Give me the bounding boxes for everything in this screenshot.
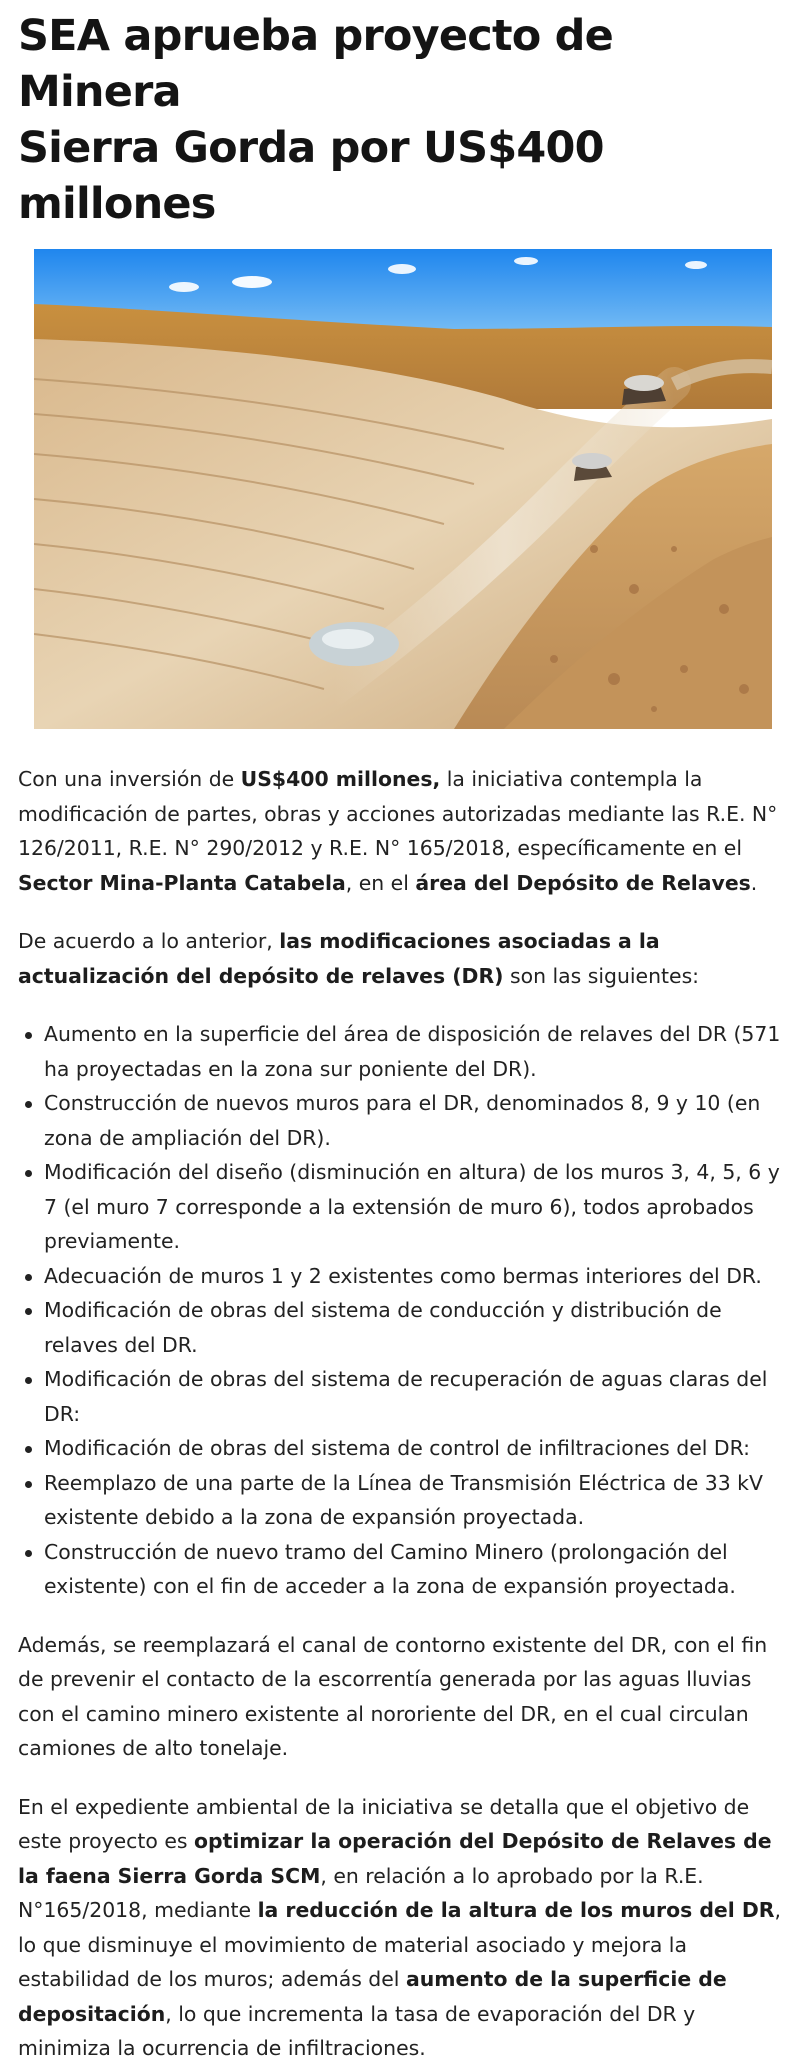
- list-item: Modificación de obras del sistema de conducción y distribución de relaves del DR.: [44, 1293, 782, 1362]
- intro-text-2: la iniciativa contempla la modificación de partes, obras y acciones autorizadas mediante las R.E. N° 126/2011, R.E. N° 290/2012 y R.E. N° 165/2018, específicamente en el: [18, 767, 778, 860]
- list-item: Modificación del diseño (disminución en altura) de los muros 3, 4, 5, 6 y 7 (el muro 7 corresponde a la extensión de muro 6), todos aprobados previamente.: [44, 1155, 782, 1259]
- modifications-highlight: las modificaciones asociadas a la actualización del depósito de relaves (DR): [18, 929, 660, 988]
- list-item: Construcción de nuevos muros para el DR, denominados 8, 9 y 10 (en zona de ampliación del DR).: [44, 1086, 782, 1155]
- intro-text-1: Con una inversión de: [18, 767, 241, 791]
- headline-line-1: SEA aprueba proyecto de Minera: [18, 11, 613, 117]
- list-item: Modificación de obras del sistema de recuperación de aguas claras del DR:: [44, 1362, 782, 1431]
- list-item: Adecuación de muros 1 y 2 existentes como bermas interiores del DR.: [44, 1259, 782, 1294]
- list-item: Aumento en la superficie del área de disposición de relaves del DR (571 ha proyectadas en la zona sur poniente del DR).: [44, 1017, 782, 1086]
- intro-text-4: .: [750, 870, 758, 895]
- surface-highlight: aumento de la superficie de depositación: [18, 1967, 727, 2026]
- modifications-list: [18, 1017, 782, 1604]
- expediente-text-1: En el expediente ambiental de la iniciativa se detalla que el objetivo de este proyecto es: [18, 1794, 750, 1853]
- wall-height-highlight: la reducción de la altura de los muros del DR: [257, 1898, 775, 1922]
- expediente-paragraph: [18, 1790, 782, 2066]
- headline: [18, 0, 782, 232]
- modifications-paragraph: [18, 924, 782, 993]
- intro-paragraph: [18, 762, 782, 900]
- open-pit-mine-photo: [34, 249, 772, 729]
- expediente-text-4: , lo que incrementa la tasa de evaporación del DR y minimiza la ocurrencia de infiltraciones.: [18, 2001, 696, 2060]
- modifications-text-2: son las siguientes:: [503, 963, 700, 988]
- headline-line-2: Sierra Gorda por US$400 millones: [18, 123, 604, 229]
- sector-name: Sector Mina-Planta Catabela: [18, 870, 346, 895]
- investment-amount: US$400 millones,: [240, 767, 441, 791]
- list-item: Modificación de obras del sistema de control de infiltraciones del DR:: [44, 1431, 782, 1466]
- intro-text-3: , en el: [345, 870, 416, 895]
- list-item: Reemplazo de una parte de la Línea de Transmisión Eléctrica de 33 kV existente debido a la zona de expansión proyectada.: [44, 1466, 782, 1535]
- expediente-text-2: , en relación a lo aprobado por la R.E. N°165/2018, mediante: [18, 1863, 704, 1922]
- expediente-text-3: , lo que disminuye el movimiento de material asociado y mejora la estabilidad de los muros; además del: [18, 1898, 781, 1991]
- deposit-area: área del Depósito de Relaves: [415, 870, 751, 895]
- list-item: Construcción de nuevo tramo del Camino Minero (prolongación del existente) con el fin de acceder a la zona de expansión proyectada.: [44, 1535, 782, 1604]
- canal-paragraph: Además, se reemplazará el canal de contorno existente del DR, con el fin de prevenir el contacto de la escorrentía generada por las aguas lluvias con el camino minero existente al nororiente del DR, en el cual circulan camiones de alto tonelaje.: [18, 1632, 768, 1760]
- modifications-text-1: De acuerdo a lo anterior,: [18, 929, 280, 953]
- objective-highlight: optimizar la operación del Depósito de Relaves de la faena Sierra Gorda SCM: [18, 1829, 772, 1888]
